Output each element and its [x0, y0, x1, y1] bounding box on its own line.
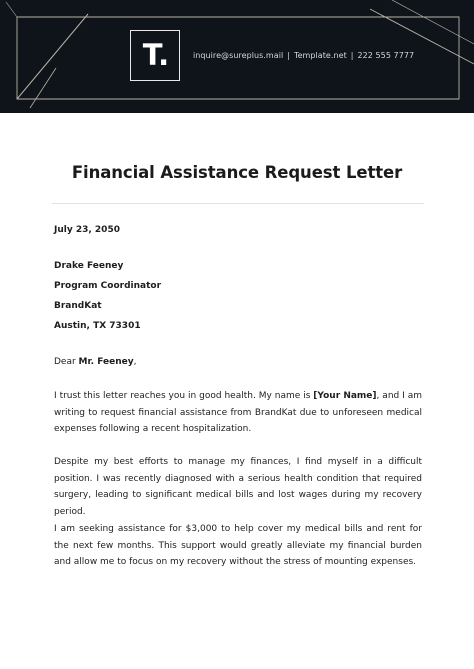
- company-logo: [130, 30, 180, 81]
- body-paragraph-3: I am seeking assistance for $3,000 to help cover my medical bills and rent for the next few months. This support would greatly alleviate my financial burden and allow me to focus on my recovery without the stress of mounting expenses.: [54, 524, 422, 568]
- letterhead-banner: [0, 0, 474, 113]
- contact-phone: 222 555 7777: [357, 51, 415, 60]
- salutation: [54, 357, 136, 367]
- salutation-prefix: Dear: [54, 357, 79, 367]
- logo-mark: T.: [142, 38, 170, 72]
- contact-separator: |: [350, 51, 354, 60]
- contact-separator: |: [287, 51, 290, 60]
- salutation-name: Mr. Feeney: [78, 357, 134, 367]
- body-paragraph-1: [54, 388, 422, 438]
- body-paragraph-2: Despite my best efforts to manage my finances, I find myself in a difficult position. I was recently diagnosed with a serious health condition that required surgery, leading to significant medical bills and lost wages during my recovery period.: [54, 457, 422, 517]
- letter-date: July 23, 2050: [54, 225, 120, 235]
- recipient-company: BrandKat: [54, 301, 102, 311]
- recipient-name: Drake Feeney: [54, 261, 124, 271]
- salutation-suffix: ,: [133, 357, 137, 367]
- recipient-position: Program Coordinator: [54, 281, 162, 291]
- paragraph-1-rest: , and I am writing to request financial assistance from BrandKat due to unforeseen medical expenses following a recent hospitalization.: [54, 391, 423, 435]
- your-name-placeholder: [Your Name]: [313, 391, 377, 401]
- recipient-location: Austin, TX 73301: [54, 321, 141, 331]
- paragraph-1-intro: I trust this letter reaches you in good health. My name is: [54, 391, 314, 401]
- contact-email: inquire@sureplus.mail: [193, 51, 284, 60]
- contact-info: [193, 51, 414, 60]
- document-title: Financial Assistance Request Letter: [71, 163, 403, 182]
- title-divider: [52, 203, 424, 204]
- contact-website: Template.net: [294, 51, 347, 60]
